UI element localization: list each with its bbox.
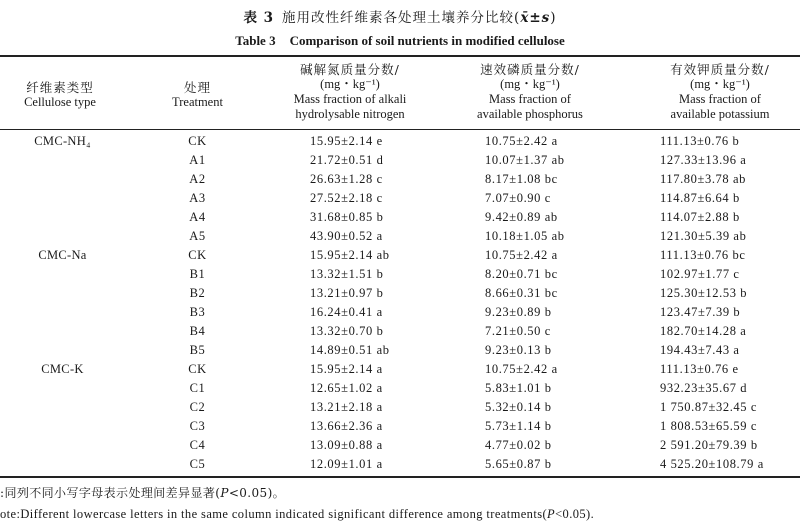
header-k-cn: 有效钾质量分数/ [670, 62, 770, 77]
treatment-cell: A1 [189, 153, 206, 167]
header-treatment [140, 80, 255, 110]
table-row [0, 398, 800, 417]
potassium-cell: 111.13±0.76 b [660, 134, 740, 148]
potassium-cell: 114.07±2.88 b [660, 210, 740, 224]
treatment-cell: A2 [189, 172, 206, 186]
treatment-cell: CK [188, 134, 207, 148]
potassium-cell: 2 591.20±79.39 b [660, 438, 758, 452]
potassium-cell: 102.97±1.77 c [660, 267, 740, 281]
table-title-cn [0, 6, 800, 26]
treatment-cell: B1 [189, 267, 206, 281]
phosphorus-cell: 10.75±2.42 a [485, 362, 558, 376]
top-rule [0, 55, 800, 57]
header-nitrogen [280, 62, 420, 122]
header-n-unit: (mg・kg⁻¹) [320, 77, 380, 91]
potassium-cell: 111.13±0.76 bc [660, 248, 746, 262]
nitrogen-cell: 12.65±1.02 a [310, 381, 383, 395]
potassium-cell: 194.43±7.43 a [660, 343, 740, 357]
treatment-cell: A4 [189, 210, 206, 224]
header-rule [0, 129, 800, 130]
potassium-cell: 123.47±7.39 b [660, 305, 741, 319]
phosphorus-cell: 7.07±0.90 c [485, 191, 551, 205]
table-row [0, 284, 800, 303]
table-row [0, 436, 800, 455]
treatment-cell: A3 [189, 191, 206, 205]
phosphorus-cell: 5.65±0.87 b [485, 457, 552, 471]
footnote-cn [0, 484, 285, 501]
footnote-en-p: P [547, 507, 556, 521]
footnote-cn-end: <0.05)。 [228, 486, 286, 500]
phosphorus-cell: 4.77±0.02 b [485, 438, 552, 452]
potassium-cell: 125.30±12.53 b [660, 286, 748, 300]
header-p-en2: available phosphorus [477, 107, 583, 121]
phosphorus-cell: 9.23±0.89 b [485, 305, 552, 319]
potassium-cell: 114.87±6.64 b [660, 191, 740, 205]
nitrogen-cell: 31.68±0.85 b [310, 210, 384, 224]
table-row [0, 379, 800, 398]
treatment-cell: A5 [189, 229, 206, 243]
nitrogen-cell: 27.52±2.18 c [310, 191, 383, 205]
table-row [0, 132, 800, 151]
table-row [0, 265, 800, 284]
header-p-unit: (mg・kg⁻¹) [500, 77, 560, 91]
nitrogen-cell: 13.66±2.36 a [310, 419, 383, 433]
table-row [0, 341, 800, 360]
footnote-cn-text: :同列不同小写字母表示处理间差异显著( [0, 486, 221, 500]
nitrogen-cell: 16.24±0.41 a [310, 305, 383, 319]
potassium-cell: 117.80±3.78 ab [660, 172, 746, 186]
header-potassium [640, 62, 800, 122]
potassium-cell: 1 808.53±65.59 c [660, 419, 758, 433]
table-row [0, 455, 800, 474]
potassium-cell: 111.13±0.76 e [660, 362, 739, 376]
bottom-rule [0, 476, 800, 478]
potassium-cell: 121.30±5.39 ab [660, 229, 747, 243]
treatment-cell: CK [188, 362, 207, 376]
treatment-cell: C3 [189, 419, 206, 433]
header-n-en1: Mass fraction of alkali [293, 92, 407, 106]
table-row [0, 322, 800, 341]
nitrogen-cell: 12.09±1.01 a [310, 457, 383, 471]
header-phosphorus [455, 62, 605, 122]
phosphorus-cell: 5.83±1.01 b [485, 381, 552, 395]
table-row [0, 151, 800, 170]
treatment-cell: C4 [189, 438, 206, 452]
header-p-cn: 速效磷质量分数/ [480, 62, 580, 77]
nitrogen-cell: 21.72±0.51 d [310, 153, 384, 167]
header-k-en2: available potassium [670, 107, 770, 121]
phosphorus-cell: 9.42±0.89 ab [485, 210, 558, 224]
phosphorus-cell: 10.07±1.37 ab [485, 153, 565, 167]
caption-close-paren: ) [550, 10, 557, 26]
treatment-cell: B3 [189, 305, 206, 319]
table-row [0, 227, 800, 246]
potassium-cell: 4 525.20±108.79 a [660, 457, 764, 471]
header-type-cn: 纤维素类型 [26, 80, 94, 95]
header-n-en2: hydrolysable nitrogen [295, 107, 405, 121]
table-row [0, 246, 800, 265]
footnote-en-text: ote:Different lowercase letters in the same column indicated significant difference among treatments( [0, 507, 548, 521]
nitrogen-cell: 15.95±2.14 a [310, 362, 383, 376]
table-row [0, 208, 800, 227]
header-trt-cn: 处理 [183, 80, 211, 95]
phosphorus-cell: 10.75±2.42 a [485, 248, 558, 262]
treatment-cell: CK [188, 248, 207, 262]
nitrogen-cell: 26.63±1.28 c [310, 172, 383, 186]
potassium-cell: 1 750.87±32.45 c [660, 400, 758, 414]
nitrogen-cell: 14.89±0.51 ab [310, 343, 390, 357]
nitrogen-cell: 15.95±2.14 ab [310, 248, 390, 262]
treatment-cell: C1 [189, 381, 206, 395]
potassium-cell: 182.70±14.28 a [660, 324, 747, 338]
table-row [0, 189, 800, 208]
nitrogen-cell: 13.21±0.97 b [310, 286, 384, 300]
phosphorus-cell: 10.18±1.05 ab [485, 229, 565, 243]
header-k-unit: (mg・kg⁻¹) [690, 77, 750, 91]
phosphorus-cell: 10.75±2.42 a [485, 134, 558, 148]
nitrogen-cell: 43.90±0.52 a [310, 229, 383, 243]
treatment-cell: C2 [189, 400, 206, 414]
treatment-cell: B4 [189, 324, 206, 338]
header-k-en1: Mass fraction of [679, 92, 761, 106]
table-row [0, 303, 800, 322]
footnote-en-end: <0.05). [555, 507, 595, 521]
header-n-cn: 碱解氮质量分数/ [300, 62, 400, 77]
cellulose-type-cell: CMC-NH₄ [34, 134, 91, 148]
stat-notation: x̄±s [520, 10, 551, 26]
table-row [0, 360, 800, 379]
treatment-cell: B5 [189, 343, 206, 357]
cellulose-type-cell: CMC-K [41, 362, 84, 376]
phosphorus-cell: 5.32±0.14 b [485, 400, 552, 414]
table-number-en: Table 3 [235, 33, 276, 48]
header-trt-en: Treatment [172, 95, 223, 109]
table-body [0, 132, 800, 474]
nitrogen-cell: 13.21±2.18 a [310, 400, 383, 414]
nitrogen-cell: 15.95±2.14 e [310, 134, 383, 148]
table-row [0, 417, 800, 436]
table-row [0, 170, 800, 189]
phosphorus-cell: 8.20±0.71 bc [485, 267, 558, 281]
nitrogen-cell: 13.09±0.88 a [310, 438, 383, 452]
header-cellulose-type [0, 80, 120, 110]
nitrogen-cell: 13.32±0.70 b [310, 324, 384, 338]
table-caption-en: Comparison of soil nutrients in modified cellulose [289, 33, 565, 48]
nitrogen-cell: 13.32±1.51 b [310, 267, 384, 281]
cellulose-type-cell: CMC-Na [38, 248, 87, 262]
footnote-en [0, 507, 594, 522]
phosphorus-cell: 5.73±1.14 b [485, 419, 552, 433]
potassium-cell: 932.23±35.67 d [660, 381, 748, 395]
table-title-en [0, 33, 800, 49]
treatment-cell: C5 [189, 457, 206, 471]
header-p-en1: Mass fraction of [489, 92, 571, 106]
footnote-cn-p: P [220, 486, 229, 500]
table-caption-cn: 施用改性纤维素各处理土壤养分比较( [282, 10, 521, 26]
phosphorus-cell: 7.21±0.50 c [485, 324, 551, 338]
table-number-cn: 表 3 [243, 10, 275, 26]
potassium-cell: 127.33±13.96 a [660, 153, 747, 167]
phosphorus-cell: 8.17±1.08 bc [485, 172, 558, 186]
phosphorus-cell: 8.66±0.31 bc [485, 286, 558, 300]
phosphorus-cell: 9.23±0.13 b [485, 343, 552, 357]
header-type-en: Cellulose type [24, 95, 96, 109]
treatment-cell: B2 [189, 286, 206, 300]
